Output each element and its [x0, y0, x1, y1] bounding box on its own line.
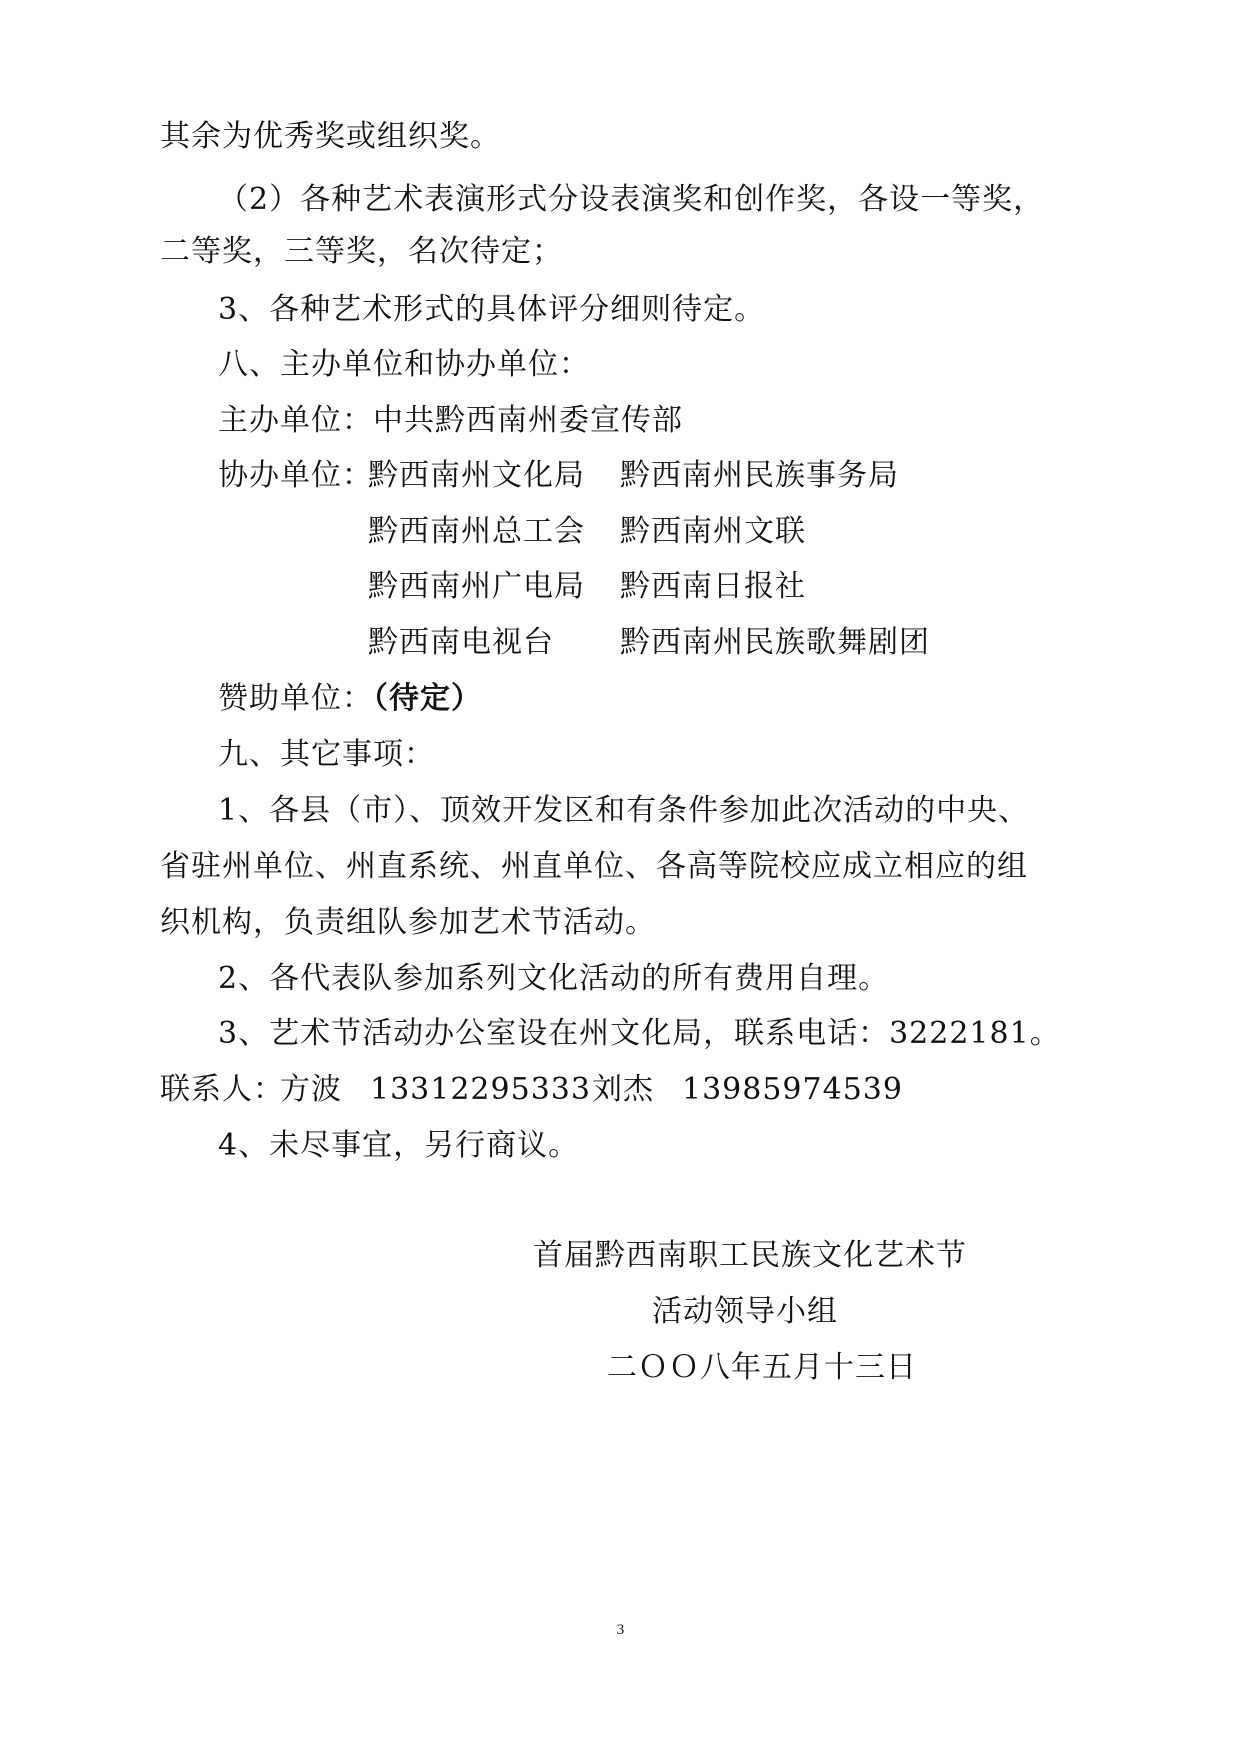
co-unit-row-3	[218, 567, 1118, 607]
sponsor-value: （待定）	[373, 681, 482, 716]
signature-date: 二ＯＯ八年五月十三日	[607, 1350, 917, 1385]
contact-name: 刘杰	[592, 1072, 654, 1107]
co-unit-name: 黔西南州总工会	[368, 514, 585, 549]
contact-label: 联系人：	[160, 1072, 284, 1107]
item-2: 2、各代表队参加系列文化活动的所有费用自理。	[218, 961, 890, 996]
co-unit-row-4	[218, 623, 1118, 663]
signature-organization-line1: 首届黔西南职工民族文化艺术节	[533, 1238, 967, 1273]
paragraph-award-types-line2: 二等奖，三等奖，名次待定；	[160, 234, 563, 269]
co-unit-name: 黔西南州广电局	[368, 569, 585, 604]
paragraph-award-types-line1: （2）各种艺术表演形式分设表演奖和创作奖，各设一等奖，	[218, 182, 1045, 217]
paragraph-award-remainder: 其余为优秀奖或组织奖。	[160, 119, 501, 154]
co-unit-name: 黔西南日报社	[620, 569, 806, 604]
co-unit-label: 协办单位：	[218, 458, 373, 493]
co-unit-row-1	[218, 456, 1118, 496]
page-number: 3	[616, 1622, 625, 1638]
co-unit-name: 黔西南州文联	[620, 514, 806, 549]
sponsor-label: 赞助单位：	[218, 681, 373, 716]
item-3: 3、艺术节活动办公室设在州文化局，联系电话：3222181。	[218, 1016, 1061, 1051]
co-unit-row-2	[218, 512, 1118, 552]
host-unit-row	[218, 401, 683, 441]
sponsor-row	[218, 679, 482, 719]
item-1-line3: 织机构，负责组队参加艺术节活动。	[160, 905, 656, 940]
section-8-heading: 八、主办单位和协办单位：	[218, 347, 590, 382]
contact-row	[160, 1070, 1060, 1110]
co-unit-name: 黔西南州文化局	[368, 458, 585, 493]
co-unit-name: 黔西南电视台	[368, 625, 554, 660]
co-unit-name: 黔西南州民族歌舞剧团	[620, 625, 930, 660]
item-4: 4、未尽事宜，另行商议。	[218, 1128, 580, 1163]
co-unit-name: 黔西南州民族事务局	[620, 458, 899, 493]
item-1-line2: 省驻州单位、州直系统、州直单位、各高等院校应成立相应的组	[160, 849, 1028, 884]
contact-phone: 13312295333	[370, 1072, 591, 1107]
item-1-line1: 1、各县（市）、顶效开发区和有条件参加此次活动的中央、	[218, 793, 1030, 828]
host-unit-value: 中共黔西南州委宣传部	[373, 403, 683, 438]
contact-name: 方波	[280, 1072, 342, 1107]
section-9-heading: 九、其它事项：	[218, 737, 435, 772]
paragraph-scoring-rules: 3、各种艺术形式的具体评分细则待定。	[218, 292, 766, 327]
host-unit-label: 主办单位：	[218, 403, 373, 438]
signature-organization-line2: 活动领导小组	[652, 1294, 838, 1329]
contact-phone: 13985974539	[682, 1072, 903, 1107]
